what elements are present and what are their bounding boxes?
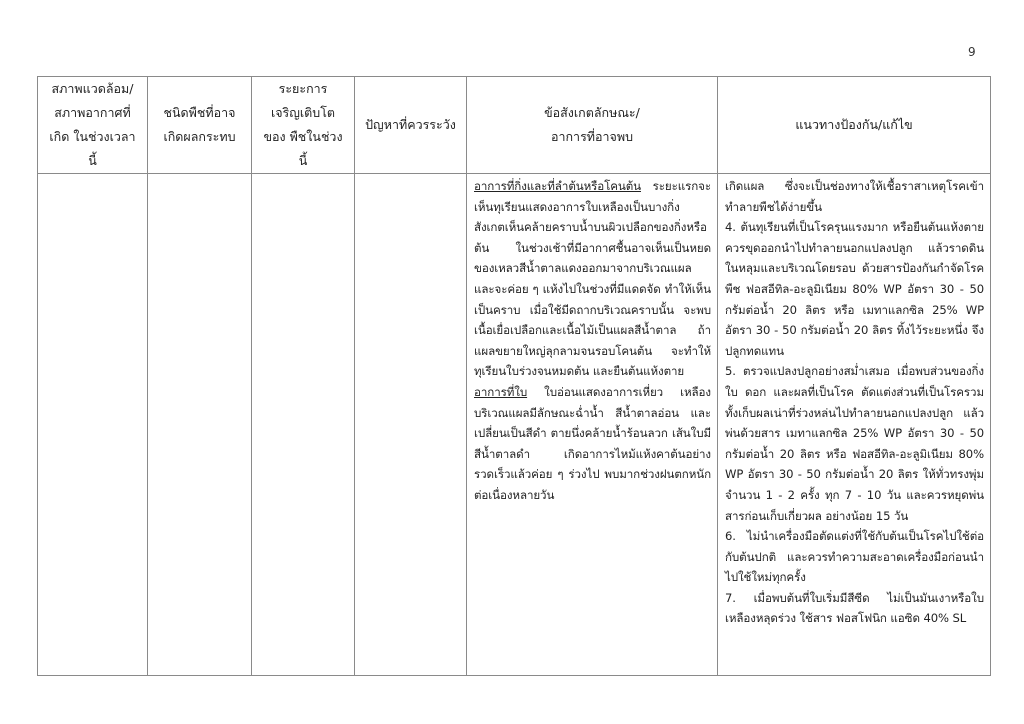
prevention-item: 7. เมื่อพบต้นที่ใบเริ่มมีสีซีด ไม่เป็นมันเงาหรือใบเหลืองหลุดร่วง ใช้สาร ฟอสโฟนิก แอซิด 40% SL [725, 590, 984, 626]
cell-symptoms [467, 174, 718, 676]
symptom-stem-heading: อาการที่กิ่งและที่ลำต้นหรือโคนต้น [474, 179, 641, 193]
header-problem-label: ปัญหาที่ควรระวัง [365, 117, 456, 132]
cell-problem [355, 174, 467, 676]
header-growth-stage [252, 77, 355, 174]
header-symptoms [467, 77, 718, 174]
header-environment-label: สภาพแวดล้อม/ สภาพอากาศที่เกิด ในช่วงเวลานี้ [49, 81, 136, 168]
header-prevention-label: แนวทางป้องกัน/แก้ไข [795, 117, 913, 132]
symptom-leaf [474, 382, 711, 506]
cell-prevention [718, 174, 991, 676]
header-symptoms-label: ข้อสังเกตลักษณะ/ อาการที่อาจพบ [544, 105, 640, 144]
table-row [38, 174, 991, 676]
prevention-item: 4. ต้นทุเรียนที่เป็นโรครุนแรงมาก หรือยืนต้นแห้งตาย ควรขุดออกนำไปทำลายนอกแปลงปลูก แล้วราดดินในหลุมและบริเวณโดยรอบ ด้วยสารป้องกันกำจัดโรคพืช ฟอสอีทิล-อะลูมิเนียม 80% WP อัตรา 30 - 50 กรัมต่อน้ำ 20 ลิตร หรือ เมทาแลกซิล 25% WP อัตรา 30 - 50 กรัมต่อน้ำ 20 ลิตร ทิ้งไว้ระยะหนึ่ง จึงปลูกทดแทน [725, 220, 984, 358]
symptom-leaf-text: ใบอ่อนแสดงอาการเหี่ยว เหลือง บริเวณแผลมีลักษณะฉ่ำน้ำ สีน้ำตาลอ่อน และเปลี่ยนเป็นสีดำ ตายนึ่งคล้ายน้ำร้อนลวก เส้นใบมีสีน้ำตาลดำ เกิดอาการไหม้แห้งคาต้นอย่างรวดเร็วแล้วค่อย ๆ ร่วงไป พบมากช่วงฝนตกหนักต่อเนื่องหลายวัน [474, 384, 711, 502]
symptom-stem-text: ระยะแรกจะเห็นทุเรียนแสดงอาการใบเหลืองเป็นบางกิ่ง สังเกตเห็นคล้ายคราบน้ำบนผิวเปลือกของกิ่งหรือต้น ในช่วงเช้าที่มีอากาศชื้นอาจเห็นเป็นหยดของเหลวสีน้ำตาลแดงออกมาจากบริเวณแผล และจะค่อย ๆ แห้งไปในช่วงที่มีแดดจัด ทำให้เห็นเป็นคราบ เมื่อใช้มีดถากบริเวณคราบนั้น จะพบเนื้อเยื่อเปลือกและเนื้อไม้เป็นแผลสีน้ำตาล ถ้าแผลขยายใหญ่ลุกลามจนรอบโคนต้น จะทำให้ทุเรียนใบร่วงจนหมดต้น และยืนต้นแห้งตาย [474, 179, 711, 379]
prevention-item: เกิดแผล ซึ่งจะเป็นช่องทางให้เชื้อราสาเหตุโรคเข้าทำลายพืชได้ง่ายขึ้น [725, 179, 984, 214]
header-prevention [718, 77, 991, 174]
cell-environment [38, 174, 148, 676]
header-problem [355, 77, 467, 174]
page-number: 9 [968, 45, 976, 59]
symptom-leaf-heading: อาการที่ใบ [474, 384, 528, 399]
header-growth-stage-label: ระยะการ เจริญเติบโตของ พืชในช่วงนี้ [263, 81, 343, 168]
symptom-stem [474, 176, 711, 382]
table-header-row [38, 77, 991, 174]
header-environment [38, 77, 148, 174]
cell-crop [148, 174, 252, 676]
cell-growth-stage [252, 174, 355, 676]
prevention-item: 5. ตรวจแปลงปลูกอย่างสม่ำเสมอ เมื่อพบส่วนของกิ่ง ใบ ดอก และผลที่เป็นโรค ตัดแต่งส่วนที่เป็นโรครวมทั้งเก็บผลเน่าที่ร่วงหล่นไปทำลายนอกแปลงปลูก แล้วพ่นด้วยสาร เมทาแลกซิล 25% WP อัตรา 30 - 50 กรัมต่อน้ำ 20 ลิตร หรือ ฟอสอีทิล-อะลูมิเนียม 80% WP อัตรา 30 - 50 กรัมต่อน้ำ 20 ลิตร ให้ทั่วทรงพุ่ม จำนวน 1 - 2 ครั้ง ทุก 7 - 10 วัน และควรหยุดพ่นสารก่อนเก็บเกี่ยวผล อย่างน้อย 15 วัน [725, 364, 984, 523]
header-crop [148, 77, 252, 174]
prevention-item: 6. ไม่นำเครื่องมือตัดแต่งที่ใช้กับต้นเป็นโรคไปใช้ต่อกับต้นปกติ และควรทำความสะอาดเครื่องมือก่อนนำไปใช้ใหม่ทุกครั้ง [725, 529, 984, 585]
header-crop-label: ชนิดพืชที่อาจ เกิดผลกระทบ [163, 105, 236, 144]
advisory-table [37, 76, 991, 676]
